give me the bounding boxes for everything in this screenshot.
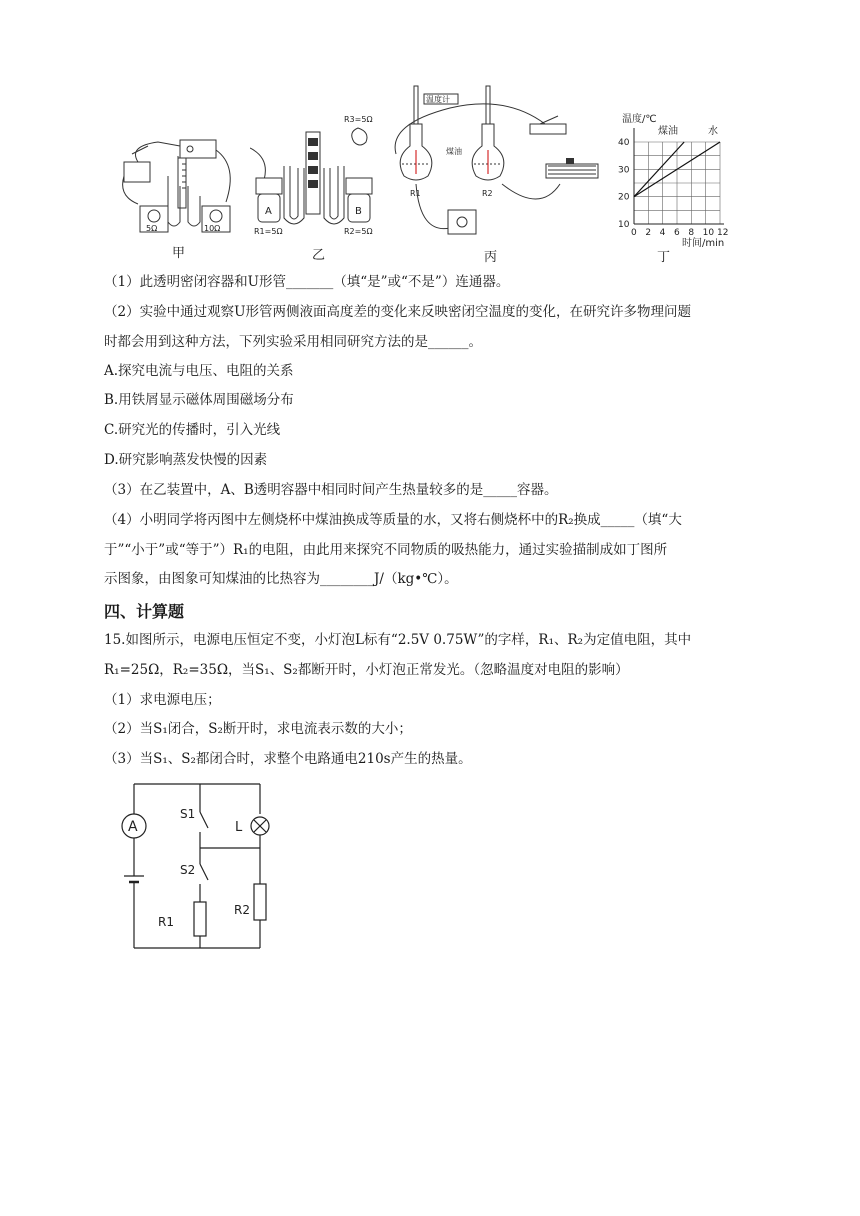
- bing-kerosene-label: 煤油: [446, 147, 462, 156]
- problem-15-line2: R₁=25Ω，R₂=35Ω，当S₁、S₂都断开时，小灯泡正常发光。（忽略温度对电阻的影响）: [104, 662, 629, 678]
- ding-x-label: 时间/min: [682, 238, 725, 249]
- ding-x-tick-label: 4: [659, 228, 666, 238]
- figure-bing-caption: 丙: [484, 250, 498, 265]
- question-14-part4-line3: 示图象，由图象可知煤油的比热容为________J/（kg•℃）。: [104, 571, 458, 587]
- ding-y-tick-label: 40: [618, 138, 630, 148]
- ding-y-tick-label: 30: [618, 165, 630, 176]
- problem-15-line1: 15.如图所示，电源电压恒定不变，小灯泡L标有“2.5V 0.75W”的字样，R₁、R₂为定值电阻，其中: [104, 632, 692, 648]
- circuit-diagram: [118, 776, 288, 956]
- circuit-switch2-label: S2: [180, 863, 196, 877]
- yi-r3-label: R3=5Ω: [344, 115, 373, 124]
- yi-container-a: A: [265, 206, 272, 217]
- ding-series-water-label: 水: [708, 126, 718, 137]
- bing-r1-label: R1: [410, 189, 421, 198]
- question-14-part1: （1）此透明密闭容器和U形管_______（填“是”或“不是”）连通器。: [104, 274, 510, 290]
- ding-x-tick-label: 8: [688, 228, 695, 238]
- question-14-part4-line2: 于”“小于”或“等于”）R₁的电阻，由此用来探究不同物质的吸热能力，通过实验描制成如丁图所: [104, 542, 668, 558]
- ding-y-label: 温度/℃: [622, 114, 657, 125]
- problem-15-question3: （3）当S₁、S₂都闭合时，求整个电路通电210s产生的热量。: [104, 751, 472, 767]
- problem-15-question1: （1）求电源电压；: [104, 692, 221, 708]
- ding-series-kerosene-label: 煤油: [658, 126, 678, 137]
- question-14-part3: （3）在乙装置中，A、B透明容器中相同时间产生热量较多的是_____容器。: [104, 482, 558, 498]
- question-14-part2-line1: （2）实验中通过观察U形管两侧液面高度差的变化来反映密闭空温度的变化，在研究许多物理问题: [104, 304, 691, 320]
- figure-bing: [390, 84, 606, 244]
- circuit-r1-label: R1: [158, 915, 174, 929]
- circuit-lamp-label: L: [235, 820, 243, 835]
- ding-x-tick-label: 10: [702, 228, 715, 238]
- bing-thermometer-label: 温度计: [426, 95, 450, 104]
- figure-ding: [612, 112, 752, 252]
- jia-left-resistor-label: 5Ω: [146, 224, 158, 233]
- ding-y-tick-label: 10: [618, 220, 630, 230]
- section-heading: 四、计算题: [104, 602, 185, 621]
- circuit-ammeter-label: A: [128, 819, 138, 835]
- figure-jia: [118, 136, 240, 238]
- problem-15-question2: （2）当S₁闭合，S₂断开时，求电流表示数的大小；: [104, 721, 412, 737]
- option-c: C.研究光的传播时，引入光线: [104, 422, 281, 438]
- figure-jia-caption: 甲: [172, 246, 186, 261]
- ding-y-tick-label: 20: [618, 192, 630, 203]
- figure-yi-caption: 乙: [312, 248, 326, 263]
- bing-r2-label: R2: [482, 189, 493, 198]
- option-d: D.研究影响蒸发快慢的因素: [104, 452, 268, 468]
- yi-r2-label: R2=5Ω: [344, 227, 373, 236]
- figure-yi: [250, 108, 382, 238]
- circuit-r2-label: R2: [234, 903, 250, 917]
- yi-r1-label: R1=5Ω: [254, 227, 283, 236]
- question-14-part4-line1: （4）小明同学将丙图中左侧烧杯中煤油换成等质量的水，又将右侧烧杯中的R₂换成_____（填“大: [104, 512, 682, 528]
- figure-ding-caption: 丁: [657, 250, 671, 265]
- jia-right-resistor-label: 10Ω: [204, 224, 221, 233]
- circuit-switch1-label: S1: [180, 807, 196, 821]
- question-14-part2-line2: 时都会用到这种方法，下列实验采用相同研究方法的是______。: [104, 334, 482, 350]
- ding-x-tick-label: 12: [717, 228, 729, 238]
- ding-x-tick-label: 2: [645, 228, 652, 238]
- option-b: B.用铁屑显示磁体周围磁场分布: [104, 392, 294, 408]
- ding-x-tick-label: 6: [674, 228, 680, 238]
- option-a: A.探究电流与电压、电阻的关系: [104, 363, 294, 379]
- ding-x-tick-label: 0: [631, 228, 637, 238]
- yi-container-b: B: [355, 206, 362, 217]
